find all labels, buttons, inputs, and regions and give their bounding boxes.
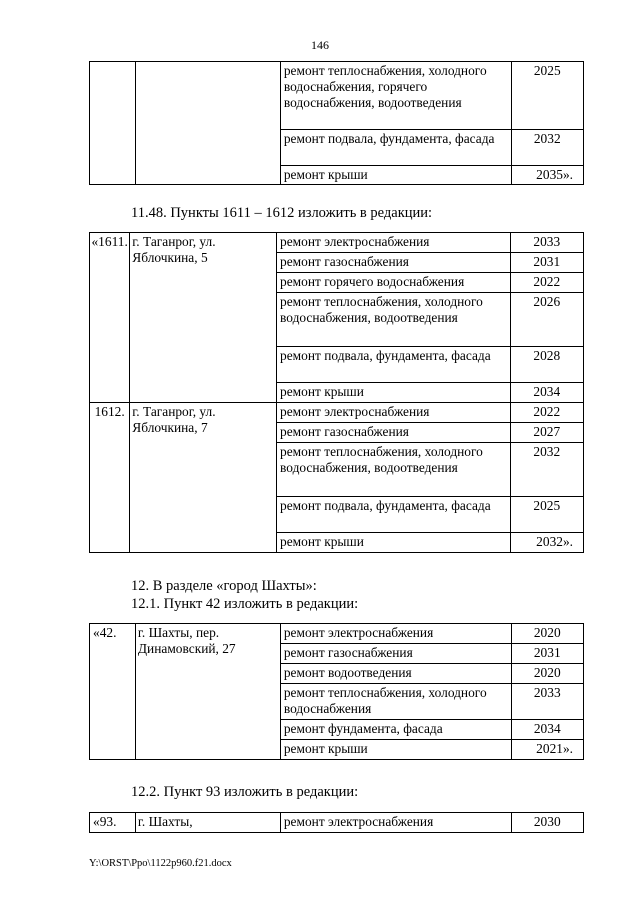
year-cell: 2025 — [511, 62, 584, 130]
address-cell: г. Таганрог, ул. Яблочкина, 5 — [130, 233, 277, 403]
work-cell: ремонт электроснабжения — [280, 813, 511, 833]
work-cell: ремонт электроснабжения — [277, 233, 511, 253]
year-cell: 2028 — [510, 347, 583, 383]
year-cell: 2034 — [511, 720, 584, 740]
work-cell: ремонт крыши — [280, 740, 511, 760]
num-cell: «1611. — [90, 233, 130, 403]
work-cell: ремонт газоснабжения — [277, 423, 511, 443]
year-cell: 2034 — [510, 383, 583, 403]
work-cell: ремонт водоотведения — [280, 664, 511, 684]
year-cell: 2021». — [511, 740, 584, 760]
year-cell: 2031 — [510, 253, 583, 273]
work-cell: ремонт электроснабжения — [277, 403, 511, 423]
table-row — [90, 403, 584, 423]
num-cell: 1612. — [90, 403, 130, 553]
work-cell: ремонт теплоснабжения, холодного водоснабжения — [280, 684, 511, 720]
table-1611-1612 — [89, 232, 584, 553]
num-cell — [90, 62, 136, 185]
address-cell — [135, 62, 280, 185]
work-cell: ремонт подвала, фундамента, фасада — [277, 347, 511, 383]
table-row — [90, 233, 584, 253]
paragraph-12-2: 12.2. Пункт 93 изложить в редакции: — [131, 784, 359, 800]
work-cell: ремонт теплоснабжения, холодного водоснабжения, водоотведения — [277, 443, 511, 497]
table-row — [90, 62, 584, 130]
footer-file-path: Y:\ORST\Ppo\1122p960.f21.docx — [89, 858, 232, 869]
paragraph-12-1: 12.1. Пункт 42 изложить в редакции: — [131, 596, 359, 612]
table-continuation — [89, 61, 584, 185]
work-cell: ремонт подвала, фундамента, фасада — [280, 130, 511, 166]
year-cell: 2032». — [510, 533, 583, 553]
work-cell: ремонт крыши — [277, 383, 511, 403]
work-cell: ремонт фундамента, фасада — [280, 720, 511, 740]
work-cell: ремонт горячего водоснабжения — [277, 273, 511, 293]
table-row — [90, 813, 584, 833]
address-cell: г. Таганрог, ул. Яблочкина, 7 — [130, 403, 277, 553]
num-cell: «42. — [90, 624, 136, 760]
year-cell: 2027 — [510, 423, 583, 443]
year-cell: 2033 — [510, 233, 583, 253]
num-cell: «93. — [90, 813, 136, 833]
year-cell: 2026 — [510, 293, 583, 347]
year-cell: 2025 — [510, 497, 583, 533]
table-row — [90, 624, 584, 644]
work-cell: ремонт теплоснабжения, холодного водоснабжения, водоотведения — [277, 293, 511, 347]
work-cell: ремонт электроснабжения — [280, 624, 511, 644]
year-cell: 2022 — [510, 273, 583, 293]
year-cell: 2032 — [510, 443, 583, 497]
work-cell: ремонт крыши — [280, 166, 511, 185]
year-cell: 2020 — [511, 624, 584, 644]
work-cell: ремонт газоснабжения — [277, 253, 511, 273]
address-cell: г. Шахты, — [135, 813, 280, 833]
year-cell: 2032 — [511, 130, 584, 166]
page-number: 146 — [311, 38, 329, 52]
year-cell: 2031 — [511, 644, 584, 664]
work-cell: ремонт крыши — [277, 533, 511, 553]
year-cell: 2033 — [511, 684, 584, 720]
work-cell: ремонт подвала, фундамента, фасада — [277, 497, 511, 533]
table-42 — [89, 623, 584, 760]
paragraph-11-48: 11.48. Пункты 1611 – 1612 изложить в редакции: — [131, 205, 433, 221]
table-93 — [89, 812, 584, 833]
work-cell: ремонт газоснабжения — [280, 644, 511, 664]
year-cell: 2030 — [511, 813, 584, 833]
paragraph-12: 12. В разделе «город Шахты»: — [131, 578, 317, 594]
year-cell: 2022 — [510, 403, 583, 423]
address-cell: г. Шахты, пер. Динамовский, 27 — [135, 624, 280, 760]
year-cell: 2035». — [511, 166, 584, 185]
year-cell: 2020 — [511, 664, 584, 684]
work-cell: ремонт теплоснабжения, холодного водоснабжения, горячего водоснабжения, водоотведения — [280, 62, 511, 130]
